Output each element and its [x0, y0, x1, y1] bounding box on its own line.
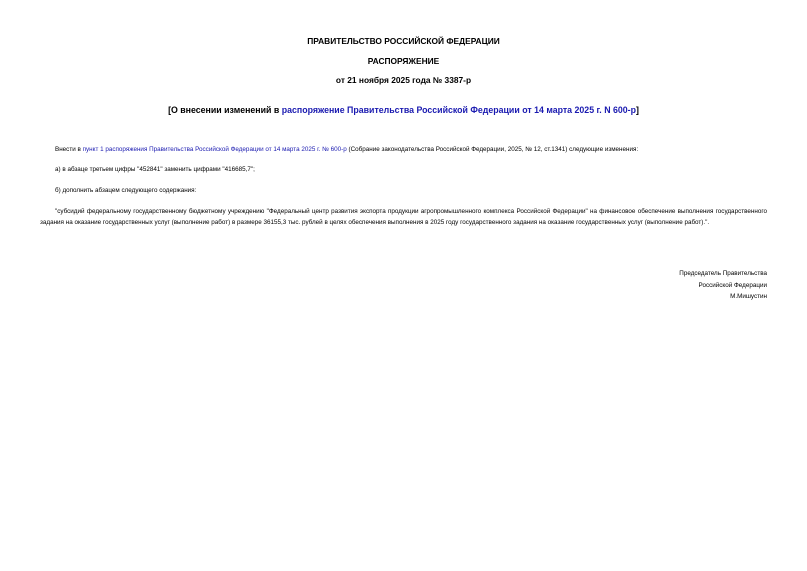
title-prefix: [О внесении изменений в — [168, 105, 282, 115]
title-suffix: ] — [635, 105, 639, 115]
government-heading: ПРАВИТЕЛЬСТВО РОССИЙСКОЙ ФЕДЕРАЦИИ — [307, 36, 500, 46]
intro-suffix: (Собрание законодательства Российской Федерации, 2025, № 12, ст.1341) следующие изменения: — [346, 146, 639, 153]
date-number-heading: от 21 ноября 2025 года № 3387-р — [335, 75, 472, 85]
document-title — [0, 105, 807, 115]
item-b-paragraph: б) дополнить абзацем следующего содержания: — [55, 187, 197, 194]
item-a-paragraph: а) в абзаце третьем цифры "452841" заменить цифрами "416685,7"; — [55, 166, 255, 173]
signature-block — [679, 268, 767, 303]
title-referenced-order-link[interactable]: распоряжение Правительства Российской Федерации от 14 марта 2025 г. N 600-р — [281, 105, 636, 115]
signature-position: Председатель Правительства — [679, 270, 767, 277]
intro-prefix: Внести в — [55, 146, 83, 153]
signature-organization: Российской Федерации — [698, 281, 767, 289]
quoted-paragraph: "субсидий федеральному государственному бюджетному учреждению "Федеральный центр развития экспорта продукции агропромышленного комплекса Российской Федерации" на финансовое обеспечение выполнения государственного задания на оказание государственных услуг (выполнение работ) в размере 36155,3 тыс. рублей в целях обеспечения выполнения в 2025 году государственного задания на оказание государственных услуг (выполнение работ).". — [40, 208, 767, 226]
intro-paragraph — [55, 145, 638, 156]
document-type-heading: РАСПОРЯЖЕНИЕ — [367, 56, 440, 66]
signature-name: М.Мишустин — [730, 293, 767, 300]
intro-referenced-clause-link[interactable]: пункт 1 распоряжения Правительства Российской Федерации от 14 марта 2025 г. № 600-р — [82, 146, 347, 153]
